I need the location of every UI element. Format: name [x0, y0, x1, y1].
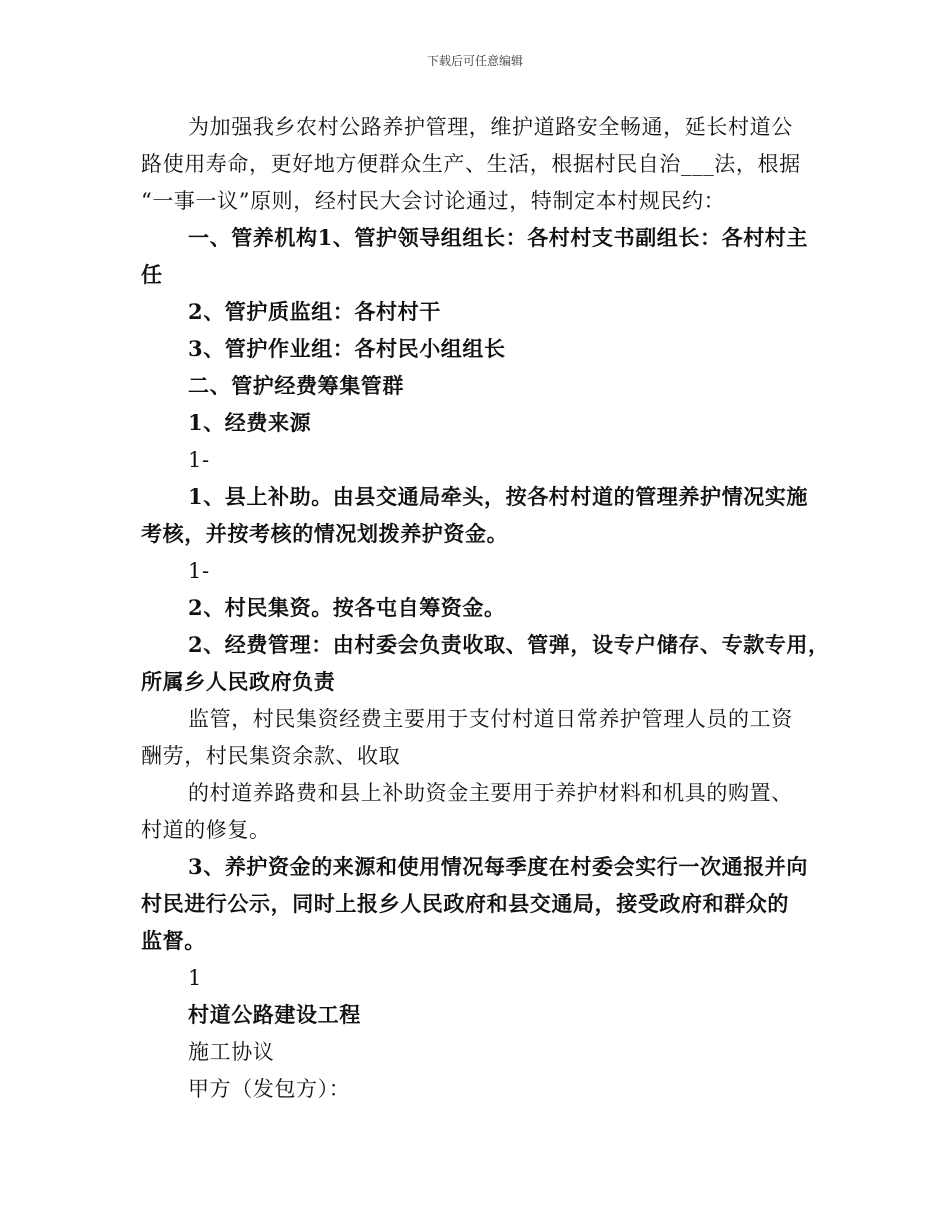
intro-line-1: 为加强我乡农村公路养护管理，维护道路安全畅通，延长村道公	[188, 115, 793, 139]
disclosure-line-1: 3、养护资金的来源和使用情况每季度在村委会实行一次通报并向	[188, 854, 809, 879]
section-1-item-3: 3、管护作业组：各村民小组组长	[188, 336, 506, 361]
supervision-line-1: 监管，村民集资经费主要用于支付村道日常养护管理人员的工资	[188, 707, 793, 731]
disclosure-line-2: 村民进行公示，同时上报乡人民政府和县交通局，接受政府和群众的	[141, 891, 789, 916]
intro-line-2: 路使用寿命，更好地方便群众生产、生活，根据村民自治___法，根据	[141, 152, 801, 176]
supervision-line-3: 的村道养路费和县上补助资金主要用于养护材料和机具的购置、	[188, 781, 793, 805]
fund-management-line-1: 2、经费管理：由村委会负责收取、管弹，设专户储存、专款专用，	[188, 632, 830, 657]
marker-1: 1-	[188, 448, 210, 472]
supervision-line-2: 酬劳，村民集资余款、收取	[141, 744, 401, 768]
page-header: 下载后可任意编辑	[426, 54, 523, 68]
section-1-item-2: 2、管护质监组：各村村干	[188, 299, 441, 324]
section-1-heading-cont: 任	[141, 262, 163, 287]
page-number: 1	[188, 966, 202, 990]
party-a-label: 甲方（发包方）：	[188, 1077, 351, 1101]
intro-line-3: “一事一议”原则，经村民大会讨论通过，特制定本村规民约：	[141, 189, 726, 213]
subsidy-line-1: 1、县上补助。由县交通局牵头，按各村村道的管理养护情况实施	[188, 484, 809, 509]
contract-subtitle: 施工协议	[188, 1040, 275, 1064]
supervision-line-4: 村道的修复。	[141, 818, 271, 842]
subsidy-line-2: 考核，并按考核的情况划拨养护资金。	[141, 521, 509, 546]
contract-title: 村道公路建设工程	[188, 1002, 361, 1027]
fund-management-line-2: 所属乡人民政府负责	[141, 669, 336, 694]
section-2-heading: 二、管护经费筹集管群	[188, 373, 404, 398]
fundraise-line: 2、村民集资。按各屯自筹资金。	[188, 595, 506, 620]
marker-2: 1-	[188, 559, 210, 583]
disclosure-line-3: 监督。	[141, 928, 206, 953]
section-1-heading: 一、管养机构1、管护领导组组长：各村村支书副组长：各村村主	[188, 225, 809, 250]
section-2-item-1: 1、经费来源	[188, 410, 312, 435]
